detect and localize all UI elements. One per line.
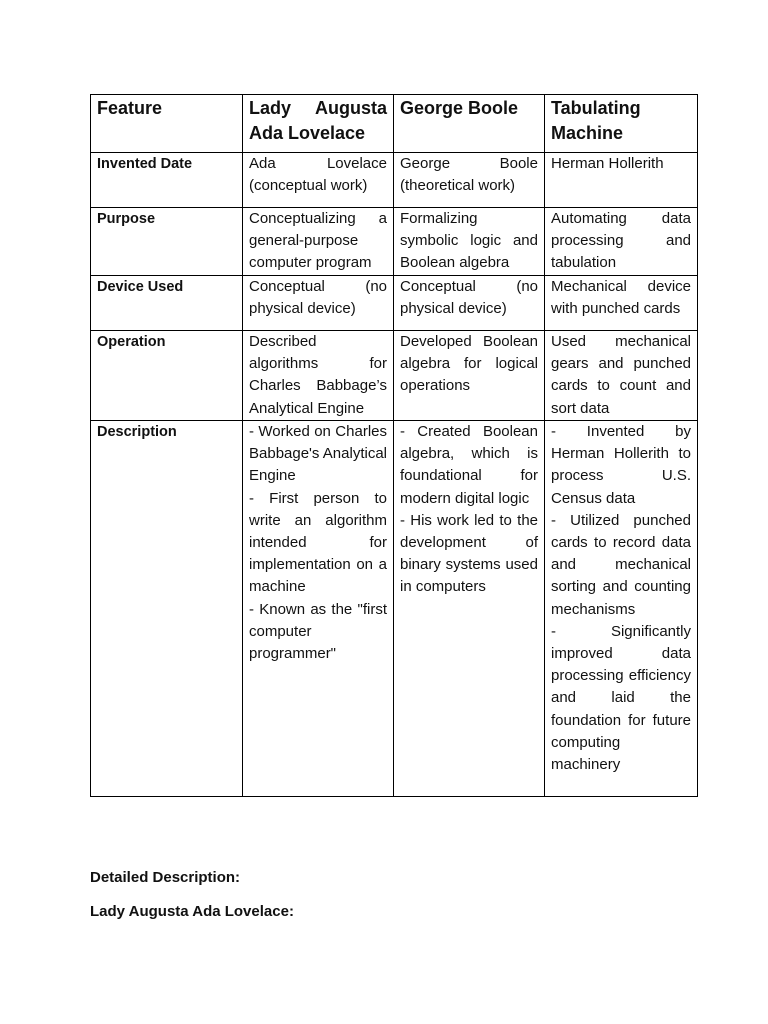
table-row	[91, 421, 698, 797]
row-label-operation: Operation	[91, 331, 243, 421]
description-line: - Invented by Herman Hollerith to process U.S. Census data	[551, 423, 691, 507]
cell-boole-device: Conceptual (no physical device)	[394, 276, 545, 331]
description-line: - His work led to the development of binary systems used in computers	[400, 511, 538, 596]
table-row	[91, 331, 698, 421]
cell-boole-date: George Boole (theoretical work)	[394, 153, 545, 208]
description-line: - Created Boolean algebra, which is foundational for modern digital logic	[400, 423, 538, 507]
cell-tabulating-description	[545, 421, 698, 797]
table-header-row	[91, 95, 698, 153]
cell-tabulating-date: Herman Hollerith	[545, 153, 698, 208]
header-tabulating: Tabulating Machine	[545, 95, 698, 153]
table-row	[91, 276, 698, 331]
cell-lovelace-device: Conceptual (no physical device)	[243, 276, 394, 331]
cell-boole-purpose: Formalizing symbolic logic and Boolean algebra	[394, 208, 545, 276]
cell-boole-description	[394, 421, 545, 797]
row-label-description: Description	[91, 421, 243, 797]
row-label-invented-date: Invented Date	[91, 153, 243, 208]
section-heading-detailed-description: Detailed Description:	[90, 869, 241, 886]
row-label-purpose: Purpose	[91, 208, 243, 276]
comparison-table	[90, 94, 698, 797]
cell-boole-operation: Developed Boolean algebra for logical operations	[394, 331, 545, 421]
table-row	[91, 153, 698, 208]
table-row	[91, 208, 698, 276]
cell-lovelace-operation: Described algorithms for Charles Babbage’s Analytical Engine	[243, 331, 394, 421]
subsection-heading-lovelace: Lady Augusta Ada Lovelace:	[90, 903, 294, 920]
description-line: - First person to write an algorithm intended for implementation on a machine	[249, 489, 387, 596]
row-label-device-used: Device Used	[91, 276, 243, 331]
cell-tabulating-operation: Used mechanical gears and punched cards to count and sort data	[545, 331, 698, 421]
cell-lovelace-date: Ada Lovelace (conceptual work)	[243, 153, 394, 208]
description-line: - Utilized punched cards to record data and mechanical sorting and counting mechanisms	[551, 511, 691, 618]
cell-tabulating-purpose: Automating data processing and tabulation	[545, 208, 698, 276]
header-boole: George Boole	[394, 95, 545, 153]
cell-lovelace-purpose: Conceptualizing a general-purpose computer program	[243, 208, 394, 276]
header-lovelace: Lady Augusta Ada Lovelace	[243, 95, 394, 153]
cell-lovelace-description	[243, 421, 394, 797]
description-line: - Worked on Charles Babbage's Analytical Engine	[249, 423, 387, 485]
header-feature: Feature	[91, 95, 243, 153]
description-line: - Significantly improved data processing efficiency and laid the foundation for future computing machinery	[551, 622, 691, 774]
description-line: - Known as the "first computer programmer"	[249, 600, 387, 663]
cell-tabulating-device: Mechanical device with punched cards	[545, 276, 698, 331]
